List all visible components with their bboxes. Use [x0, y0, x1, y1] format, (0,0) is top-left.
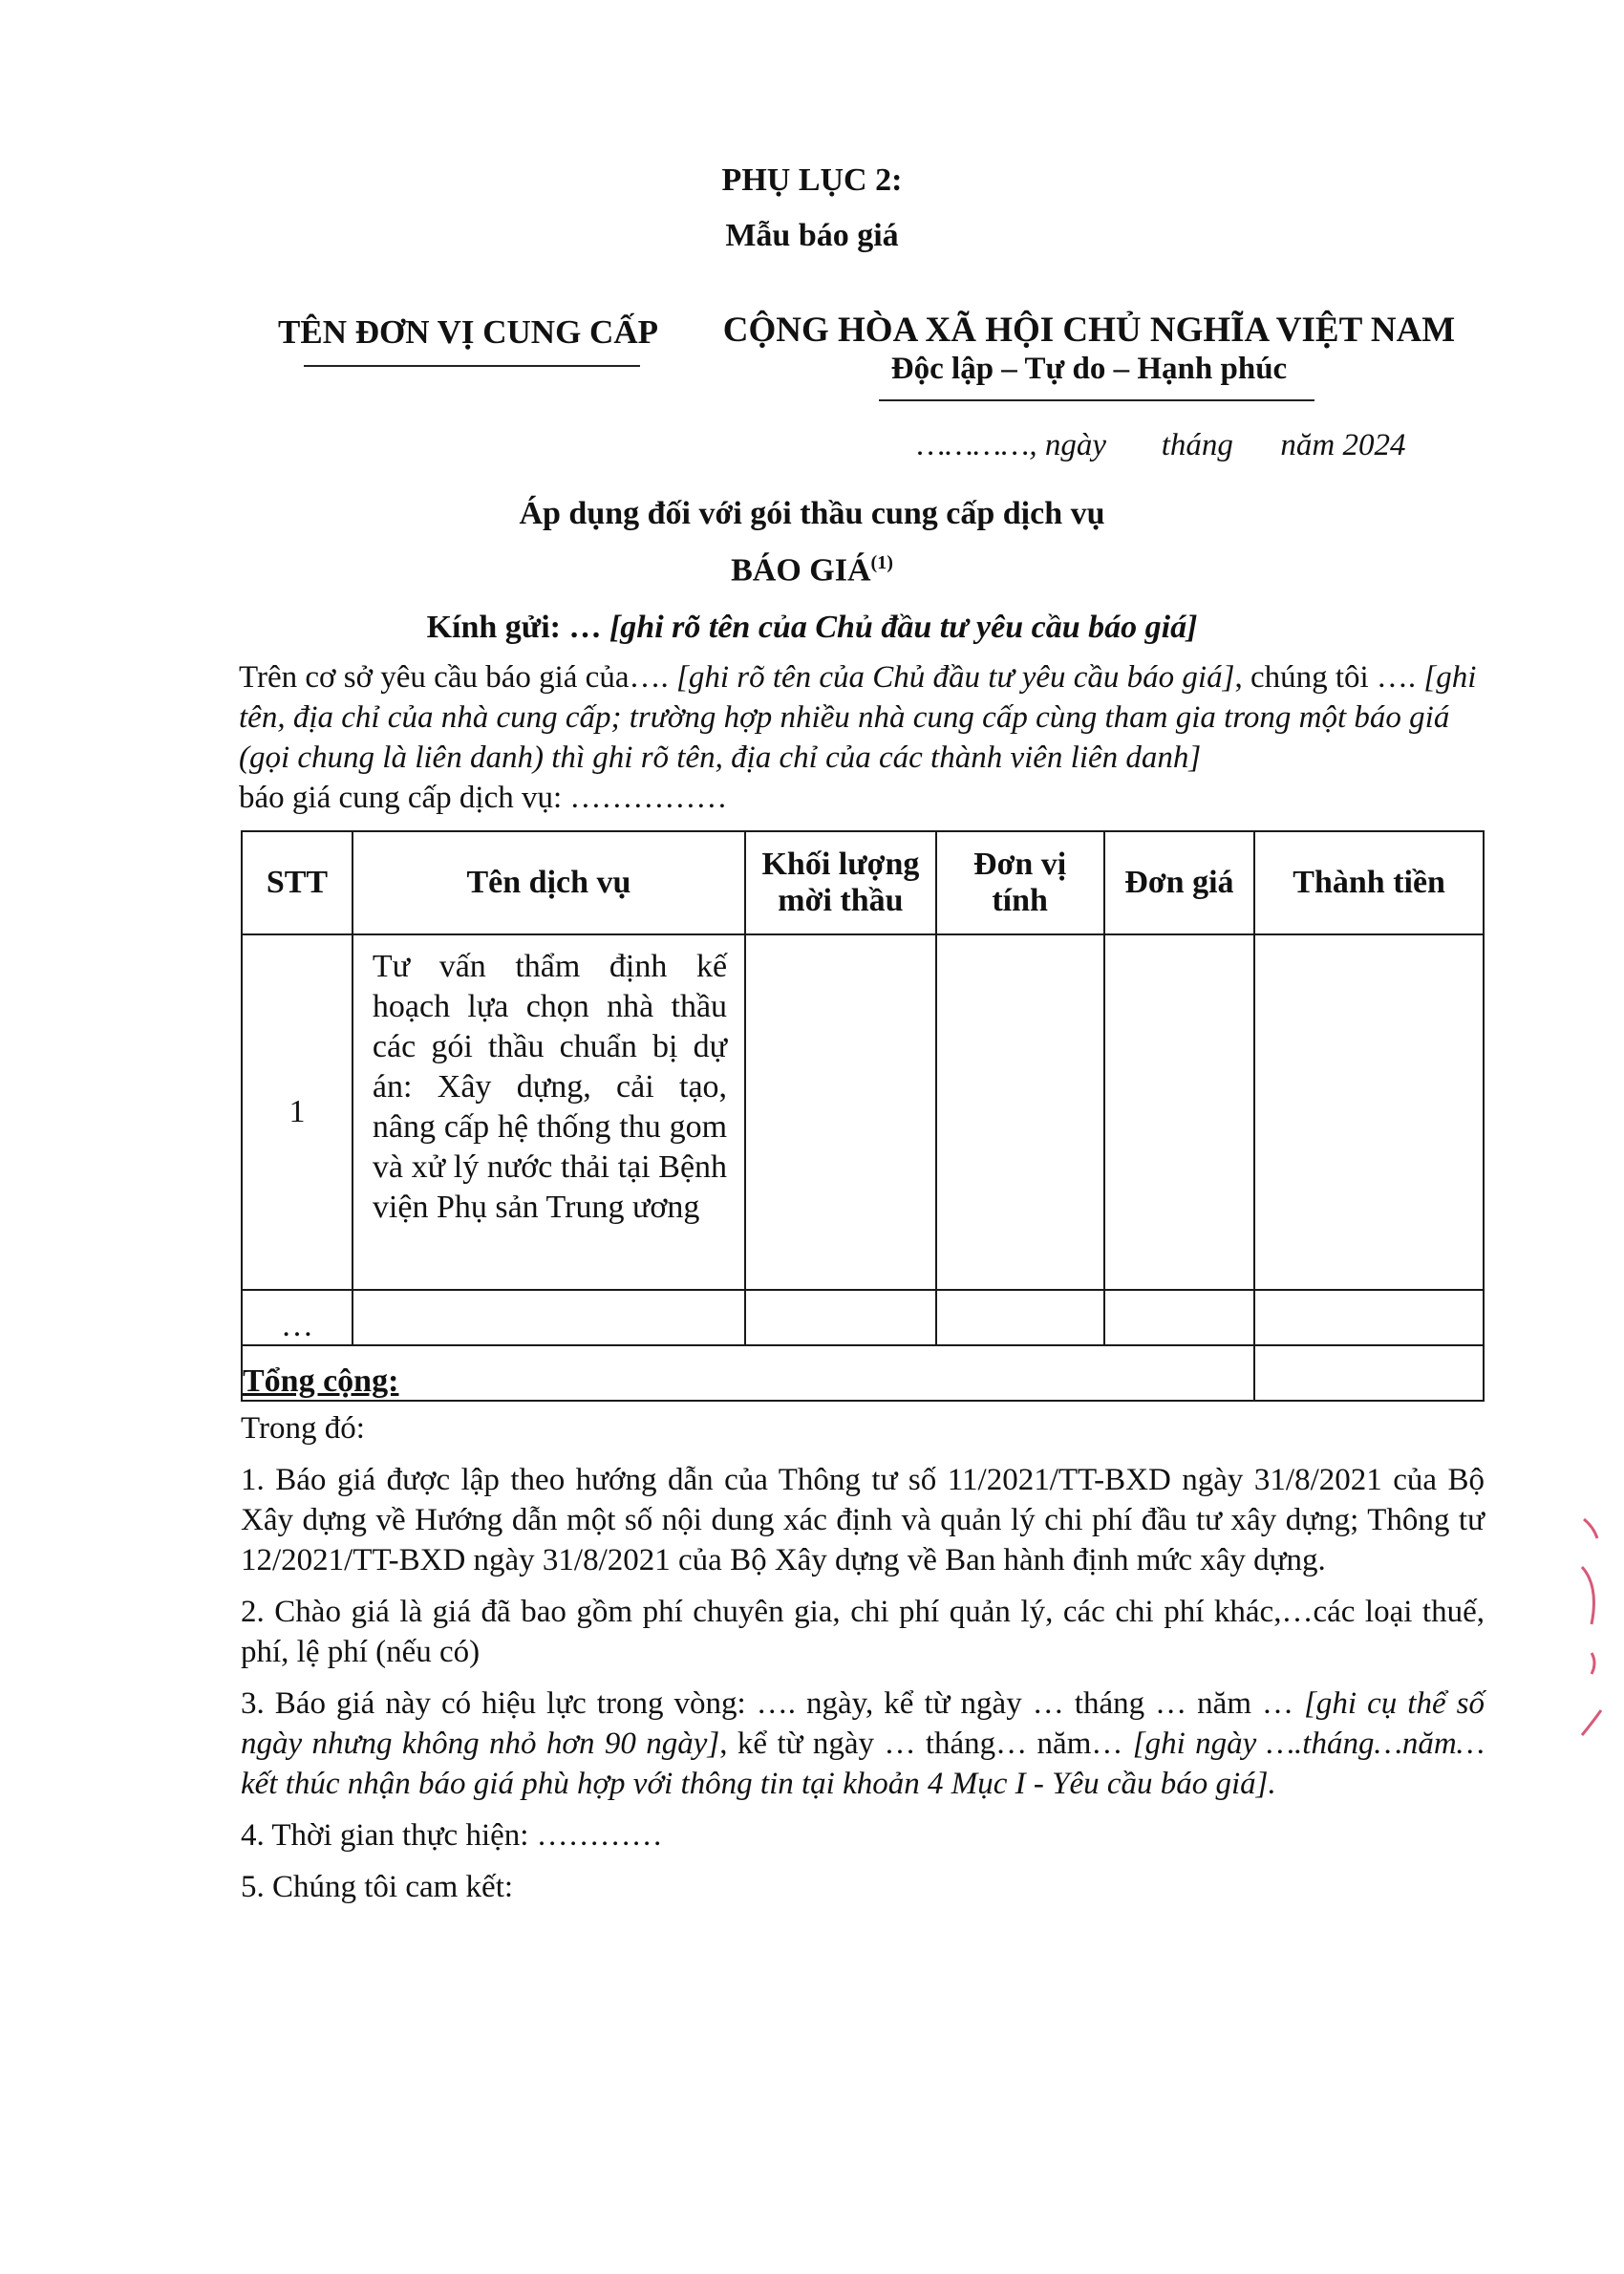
quotation-table — [241, 830, 1485, 1402]
intro-text-3: báo giá cung cấp dịch vụ: …………… — [239, 781, 728, 815]
notes-intro: Trong đó: — [241, 1411, 365, 1446]
note-3-placeholder-date: [ghi ngày ….tháng…năm… kết thúc nhận báo giá phù hợp với thông tin tại khoản 4 Mục I - Yêu cầu báo giá] — [241, 1727, 1485, 1801]
recipient-placeholder: [ghi rõ tên của Chủ đầu tư yêu cầu báo giá] — [609, 610, 1198, 645]
recipient-label: Kính gửi: … — [426, 610, 602, 645]
note-3 — [241, 1684, 1485, 1804]
intro-placeholder-provider: [ghi tên, địa chỉ của nhà cung cấp; trường hợp nhiều nhà cung cấp cùng tham gia trong một báo giá (gọi chung là liên danh) thì ghi rõ tên, địa chỉ của các thành viên liên danh] — [239, 660, 1477, 775]
intro-text-2: , chúng tôi …. — [1234, 660, 1417, 695]
table-total-row — [242, 1345, 1484, 1401]
intro-text-1: Trên cơ sở yêu cầu báo giá của…. — [239, 660, 669, 695]
cell-amount — [1254, 934, 1484, 1290]
note-4: 4. Thời gian thực hiện: ………… — [241, 1818, 663, 1853]
apply-note: Áp dụng đối với gói thầu cung cấp dịch vụ — [519, 496, 1105, 531]
cell-unit-price — [1104, 1290, 1255, 1345]
recipient-line — [0, 610, 1624, 646]
provider-unit-name: TÊN ĐƠN VỊ CUNG CẤP — [278, 313, 658, 351]
national-motto: Độc lập – Tự do – Hạnh phúc — [890, 352, 1288, 386]
date-line: …………, ngày tháng năm 2024 — [917, 428, 1406, 462]
national-title: CỘNG HÒA XÃ HỘI CHỦ NGHĨA VIỆT NAM — [722, 311, 1456, 350]
document-title-text: BÁO GIÁ — [731, 552, 871, 589]
notes-section — [241, 1408, 1485, 1919]
cell-stt: 1 — [242, 934, 353, 1290]
cell-quantity — [745, 1290, 936, 1345]
note-2: 2. Chào giá là giá đã bao gồm phí chuyên gia, chi phí quản lý, các chi phí khác,…các loại thuế, phí, lệ phí (nếu có) — [241, 1595, 1485, 1669]
red-stamp-edge — [1578, 1510, 1607, 1758]
cell-stt: … — [242, 1290, 353, 1345]
appendix-title: PHỤ LỤC 2: — [721, 162, 903, 198]
note-3-placeholder-days: [ghi cụ thể số ngày nhưng không nhỏ hơn 90 ngày] — [241, 1686, 1485, 1761]
note-3-text-b: , kể từ ngày … tháng… năm… — [719, 1727, 1133, 1761]
table-row — [242, 1290, 1484, 1345]
cell-unit — [936, 1290, 1104, 1345]
header-stt: STT — [242, 831, 353, 934]
form-subtitle: Mẫu báo giá — [725, 218, 899, 253]
motto-underline — [879, 399, 1314, 401]
header-unit: Đơn vị tính — [936, 831, 1104, 934]
unit-underline — [304, 365, 640, 367]
table-row — [242, 934, 1484, 1290]
header-unit-price: Đơn giá — [1104, 831, 1255, 934]
table-header-row — [242, 831, 1484, 934]
cell-unit — [936, 934, 1104, 1290]
total-amount-cell — [1254, 1345, 1484, 1401]
document-title — [0, 552, 1624, 589]
cell-service-name — [353, 1290, 745, 1345]
header-amount: Thành tiền — [1254, 831, 1484, 934]
note-3-text-c: . — [1268, 1767, 1276, 1801]
intro-placeholder-investor: [ghi rõ tên của Chủ đầu tư yêu cầu báo giá] — [675, 660, 1235, 695]
cell-unit-price — [1104, 934, 1255, 1290]
note-5: 5. Chúng tôi cam kết: — [241, 1870, 514, 1904]
cell-amount — [1254, 1290, 1484, 1345]
cell-quantity — [745, 934, 936, 1290]
note-1: 1. Báo giá được lập theo hướng dẫn của Thông tư số 11/2021/TT-BXD ngày 31/8/2021 của Bộ Xây dựng về Hướng dẫn một số nội dung xác định và quản lý chi phí đầu tư xây dựng; Thông tư 12/2021/TT-BXD ngày 31/8/2021 của Bộ Xây dựng về Ban hành định mức xây dựng. — [241, 1463, 1485, 1577]
header-quantity: Khối lượng mời thầu — [745, 831, 936, 934]
header-service-name: Tên dịch vụ — [353, 831, 745, 934]
note-3-text-a: 3. Báo giá này có hiệu lực trong vòng: …. ngày, kể từ ngày … tháng … năm … — [241, 1686, 1305, 1721]
cell-service-name: Tư vấn thẩm định kế hoạch lựa chọn nhà thầu các gói thầu chuẩn bị dự án: Xây dựng, cải tạo, nâng cấp hệ thống thu gom và xử lý nước thải tại Bệnh viện Phụ sản Trung ương — [353, 934, 745, 1290]
intro-paragraph — [239, 657, 1490, 818]
footnote-marker: (1) — [870, 552, 893, 573]
total-label: Tổng cộng: — [242, 1345, 1254, 1401]
